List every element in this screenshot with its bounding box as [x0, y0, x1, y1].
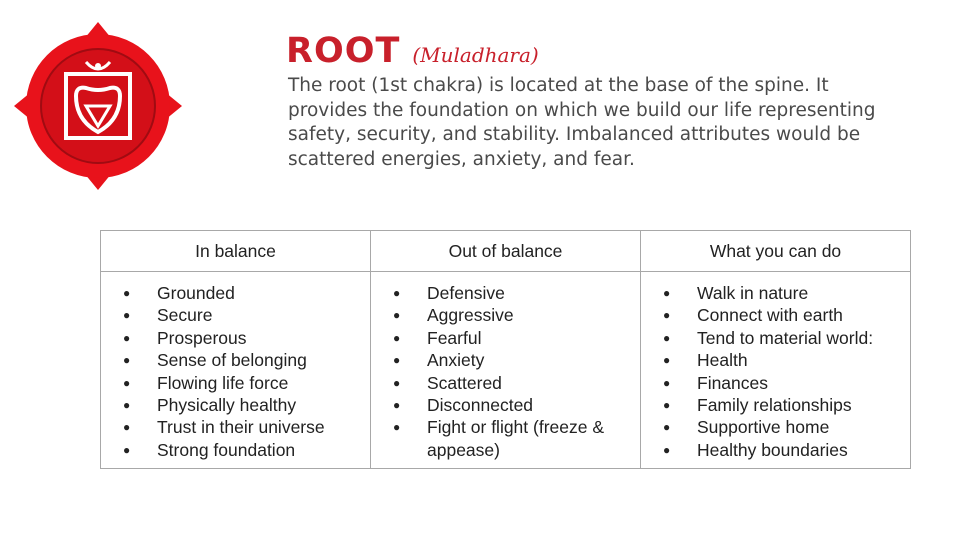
list-item: ● Trust in their universe — [109, 416, 362, 438]
table-header-row — [101, 231, 911, 272]
list-item: ● Connect with earth — [649, 304, 902, 326]
title-row — [286, 32, 539, 70]
list-item: ● Anxiety — [379, 349, 632, 371]
list-item: ● Healthy boundaries — [649, 439, 902, 461]
list-item: ● Aggressive — [379, 304, 632, 326]
chakra-title: ROOT — [286, 31, 401, 71]
list-item: ● Sense of belonging — [109, 349, 362, 371]
list-item: ● Strong foundation — [109, 439, 362, 461]
list-item: ● Defensive — [379, 282, 632, 304]
chakra-description: The root (1st chakra) is located at the base of the spine. It provides the foundation on which we build our life representing safety, security, and stability. Imbalanced attributes would be scattered energies, anxiety, and fear. — [288, 75, 876, 170]
list-item: ● Family relationships — [649, 394, 902, 416]
list-item: ● Supportive home — [649, 416, 902, 438]
table-row — [101, 272, 911, 469]
column-header-in-balance: In balance — [101, 231, 371, 272]
list-item: ● Fight or flight (freeze & appease) — [379, 416, 632, 461]
list-item: ● Prosperous — [109, 327, 362, 349]
list-item: ● Flowing life force — [109, 372, 362, 394]
chakra-subtitle: (Muladhara) — [412, 43, 539, 67]
list-item: ● Disconnected — [379, 394, 632, 416]
list-item: ● Grounded — [109, 282, 362, 304]
list-item: ● Finances — [649, 372, 902, 394]
what-you-can-do-cell — [641, 272, 911, 469]
list-item: ● Physically healthy — [109, 394, 362, 416]
list-item: ● Health — [649, 349, 902, 371]
chakra-header — [228, 20, 918, 190]
in-balance-cell — [101, 272, 371, 469]
out-of-balance-list — [379, 282, 632, 461]
what-you-can-do-list — [649, 282, 902, 461]
list-item: ● Secure — [109, 304, 362, 326]
list-item: ● Tend to material world: — [649, 327, 902, 349]
out-of-balance-cell — [371, 272, 641, 469]
in-balance-list — [109, 282, 362, 461]
column-header-out-of-balance: Out of balance — [371, 231, 641, 272]
list-item: ● Walk in nature — [649, 282, 902, 304]
column-header-what-you-can-do: What you can do — [641, 231, 911, 272]
root-chakra-icon — [14, 22, 182, 190]
list-item: ● Scattered — [379, 372, 632, 394]
chakra-balance-table — [100, 230, 911, 469]
list-item: ● Fearful — [379, 327, 632, 349]
